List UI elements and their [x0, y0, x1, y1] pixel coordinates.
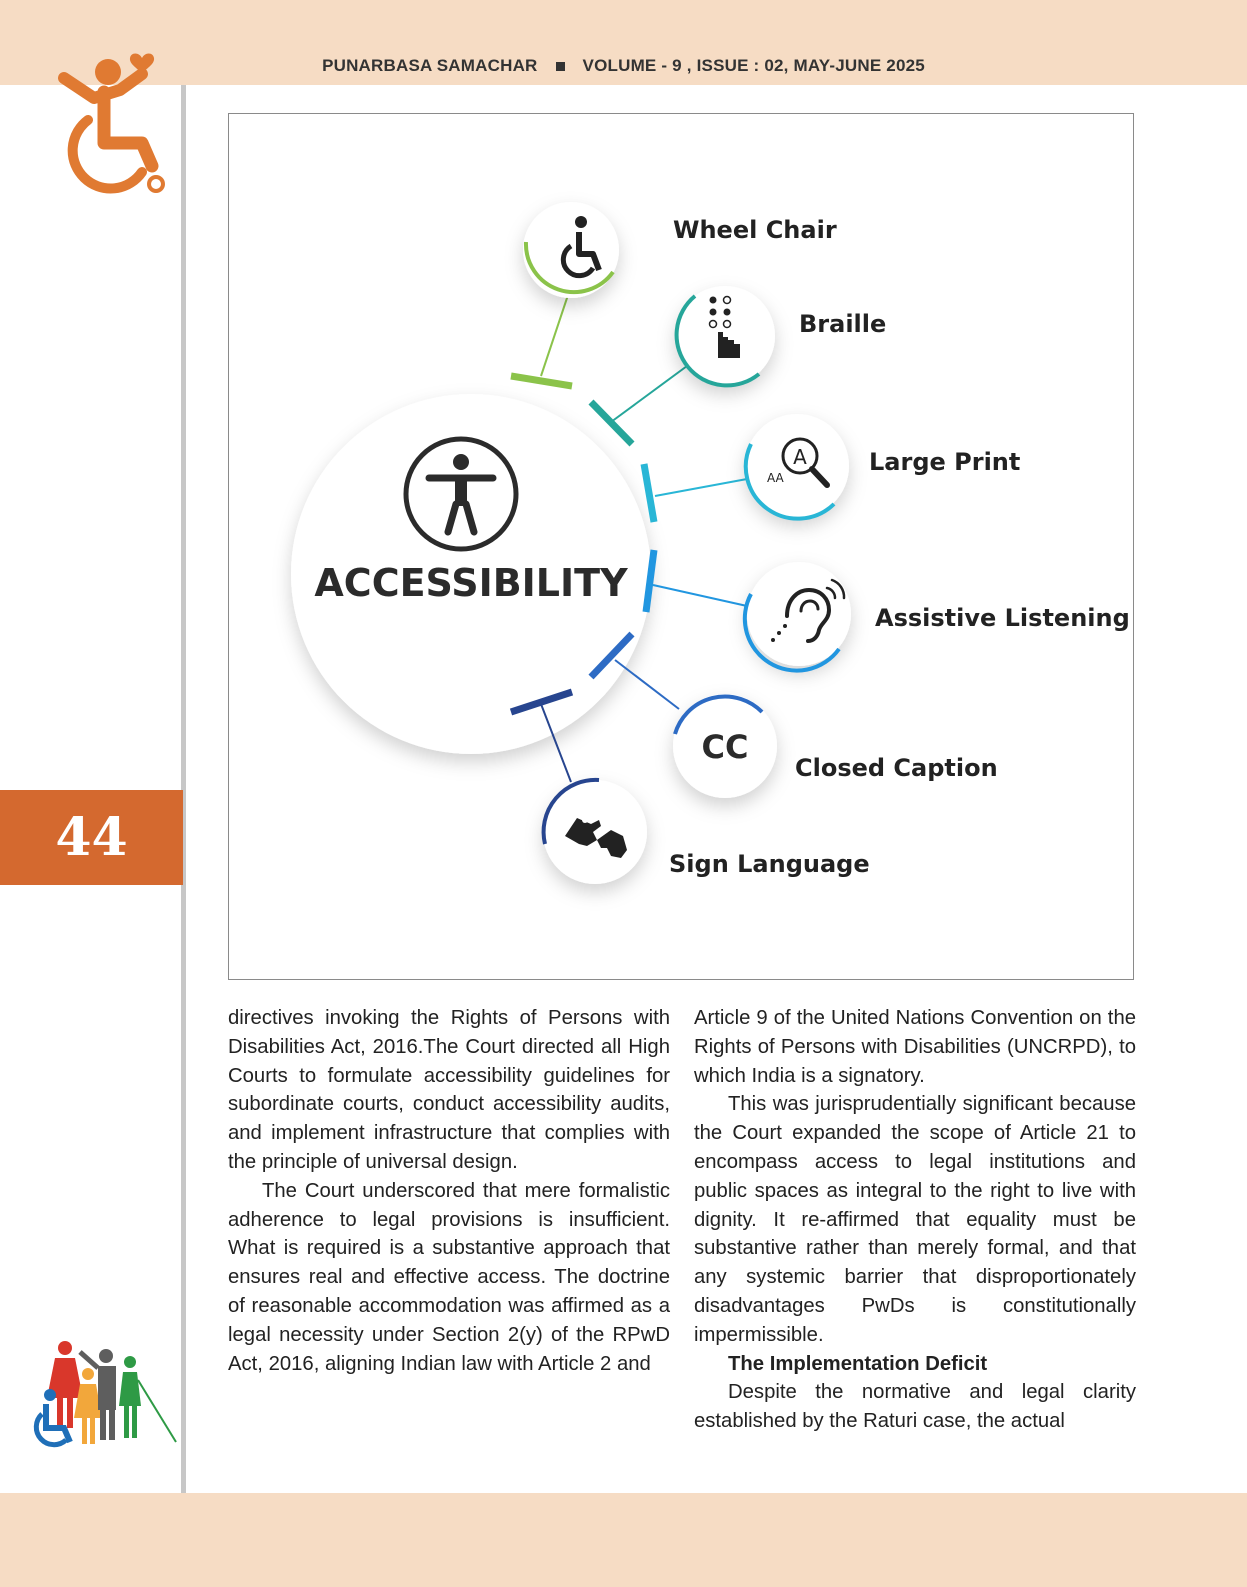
running-header: [0, 56, 1247, 76]
accessibility-diagram: [229, 114, 1132, 978]
connector-wheelchair: [541, 292, 569, 376]
label-sign-language: Sign Language: [669, 850, 870, 878]
connector-caption: [615, 660, 679, 709]
node-closed-caption: [673, 694, 777, 798]
label-large-print: Large Print: [869, 448, 1021, 476]
accessibility-title: ACCESSIBILITY: [314, 561, 628, 605]
wheelchair-logo-icon: [42, 48, 167, 198]
separator-square-icon: [556, 62, 565, 71]
small-print-letters: AA: [767, 471, 784, 485]
connector-large-print: [655, 479, 747, 496]
issue-info: VOLUME - 9 , ISSUE : 02, MAY-JUNE 2025: [582, 56, 925, 75]
inclusion-group-logo-icon: [28, 1340, 178, 1455]
body-column-left: [228, 1004, 670, 1378]
connector-listening: [653, 585, 747, 606]
cc-icon: CC: [701, 728, 749, 766]
footer-band: [0, 1493, 1247, 1587]
node-large-print: [745, 414, 849, 519]
section-heading: The Implementation Deficit: [728, 1352, 988, 1375]
paragraph: Despite the normative and legal clarity established by the Raturi case, the actual: [694, 1381, 1136, 1433]
label-assistive-listening: Assistive Listening: [875, 604, 1130, 632]
paragraph: Article 9 of the United Nations Convention on the Rights of Persons with Disabilities (UNCRPD), to which India is a signatory.: [694, 1007, 1136, 1087]
node-assistive-listening: [745, 562, 851, 671]
node-braille: [675, 286, 775, 386]
label-closed-caption: Closed Caption: [795, 754, 998, 782]
accessibility-figure: [228, 113, 1134, 980]
connector-braille: [611, 366, 687, 422]
label-braille: Braille: [799, 310, 887, 338]
label-wheel-chair: Wheel Chair: [673, 216, 837, 244]
page-number: 44: [0, 790, 183, 885]
arc-segment-braille: [591, 402, 632, 444]
paragraph: directives invoking the Rights of Persons with Disabilities Act, 2016.The Court directed all High Courts to formulate accessibility guidelines for subordinate courts, conduct accessibility audits, and implement infrastructure that complies with the principle of universal design.: [228, 1007, 670, 1173]
paragraph: The Court underscored that mere formalistic adherence to legal provisions is insufficient. What is required is a substantive approach that ensures real and effective access. The doctrine of reasonable accommodation was affirmed as a legal necessity under Section 2(y) of the RPwD Act, 2016, aligning Indian law with Article 2 and: [228, 1179, 670, 1375]
arc-segment-large-print: [644, 464, 654, 522]
paragraph: This was jurisprudentially significant because the Court expanded the scope of Article 21 to encompass access to legal institutions and public spaces as integral to the right to live with dignity. It re-affirmed that equality must be substantive rather than merely formal, and that any systemic barrier that disproportionately disadvantages PwDs is constitutionally impermissible.: [694, 1093, 1136, 1346]
body-column-right: [694, 1004, 1136, 1436]
margin-rule: [181, 85, 186, 1493]
node-sign-language: [543, 780, 647, 884]
arc-segment-wheelchair: [511, 376, 572, 386]
publication-name: PUNARBASA SAMACHAR: [322, 56, 538, 75]
magnifier-letter: A: [793, 445, 807, 469]
node-wheelchair: [523, 202, 619, 298]
